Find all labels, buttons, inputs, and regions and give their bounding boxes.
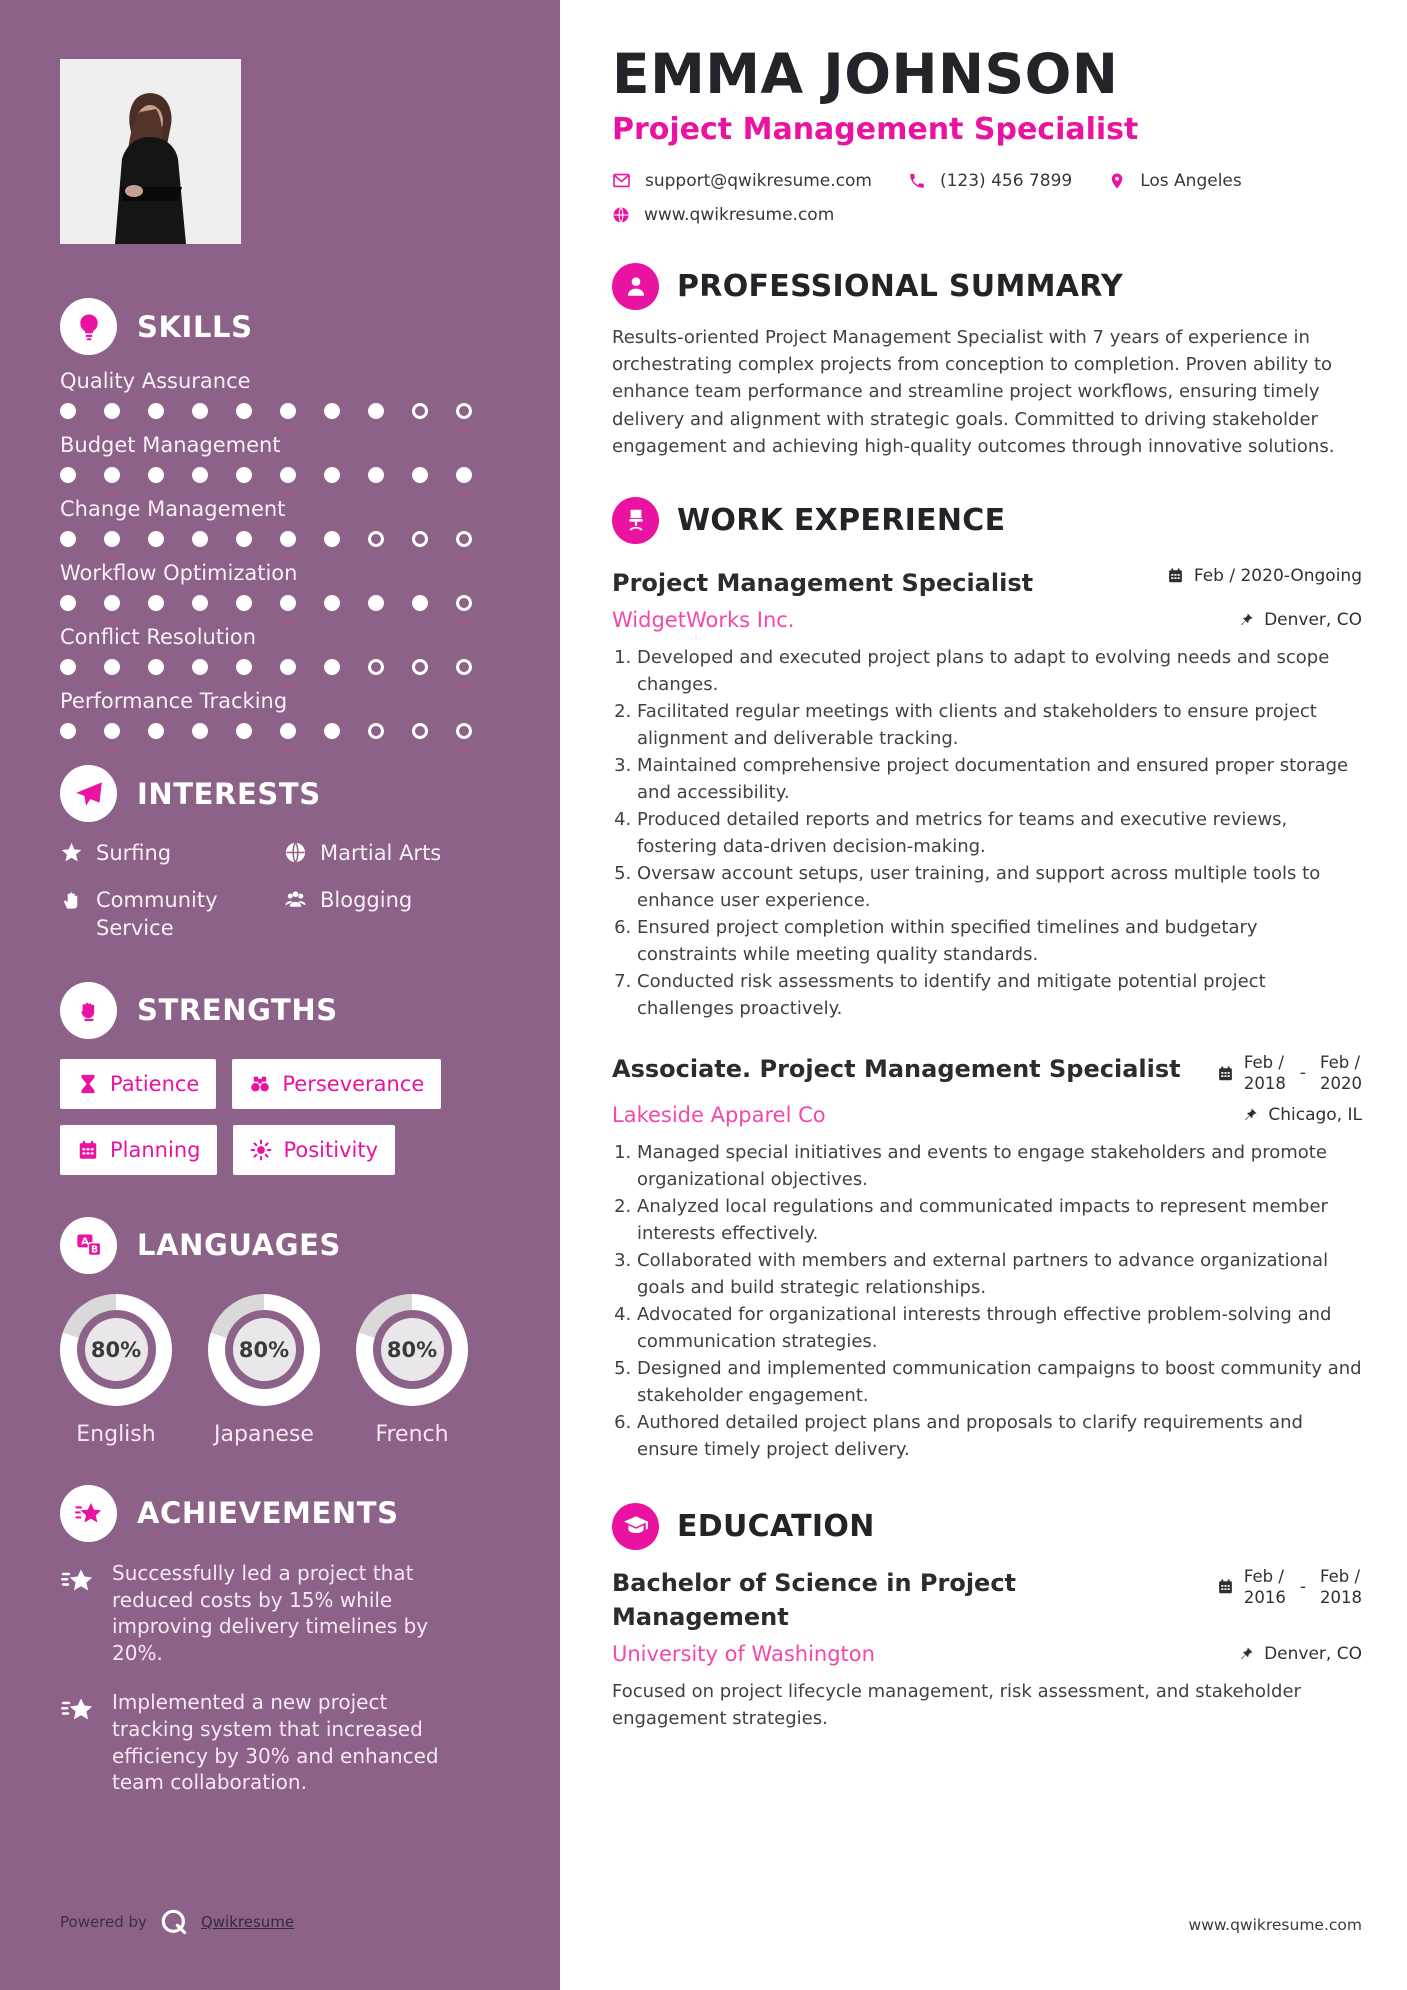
skill-name: Conflict Resolution bbox=[60, 625, 257, 649]
company-name: WidgetWorks Inc. bbox=[612, 607, 795, 632]
language-gauge bbox=[208, 1294, 320, 1406]
bullet-item: 6. Authored detailed project plans and proposals to clarify requirements and ensure timely project delivery. bbox=[637, 1409, 1362, 1463]
location-text: Denver, CO bbox=[1264, 1643, 1362, 1664]
skill-dot bbox=[324, 467, 340, 483]
achievement-item bbox=[60, 1689, 498, 1796]
qwikresume-logo-icon bbox=[158, 1906, 190, 1938]
skill-dot bbox=[368, 723, 384, 739]
language-item bbox=[60, 1294, 172, 1447]
paper-plane-icon bbox=[60, 765, 117, 822]
skill-dot bbox=[368, 467, 384, 483]
interest-label: Surfing bbox=[96, 841, 172, 865]
skill-rating bbox=[60, 531, 498, 547]
job-period bbox=[1217, 1052, 1362, 1095]
interest-label: Community Service bbox=[96, 888, 218, 940]
mail-icon bbox=[612, 171, 631, 190]
binoculars-icon bbox=[249, 1073, 271, 1095]
skill-name: Change Management bbox=[60, 497, 286, 521]
calendar-icon bbox=[77, 1139, 99, 1161]
period-separator: - bbox=[1299, 1576, 1306, 1597]
language-label: French bbox=[375, 1421, 449, 1447]
globe-icon bbox=[284, 841, 308, 871]
bullet-item: 5. Oversaw account setups, user training, and support across multiple tools to enhance user experience. bbox=[637, 860, 1362, 914]
skill-dot bbox=[280, 403, 296, 419]
hourglass-icon bbox=[77, 1073, 99, 1095]
skill-dot bbox=[104, 403, 120, 419]
interest-item bbox=[60, 887, 284, 942]
job-bullets bbox=[612, 1139, 1362, 1463]
skills-section bbox=[60, 298, 498, 739]
school-row bbox=[612, 1642, 1362, 1666]
bullet-item: 4. Advocated for organizational interests through effective problem-solving and communication strategies. bbox=[637, 1301, 1362, 1355]
achievements-list bbox=[60, 1560, 498, 1796]
job-location bbox=[1242, 1105, 1362, 1125]
skill-dot bbox=[192, 723, 208, 739]
skill-dot bbox=[236, 531, 252, 547]
skill-dot bbox=[412, 403, 428, 419]
skill-dot bbox=[236, 467, 252, 483]
degree-title: Bachelor of Science in Project Management bbox=[612, 1568, 1017, 1631]
skill-dot bbox=[324, 659, 340, 675]
gauge-gap bbox=[225, 1310, 304, 1389]
skill-dot bbox=[148, 403, 164, 419]
phone-icon bbox=[908, 172, 926, 190]
skill-dot bbox=[192, 595, 208, 611]
skill-name: Performance Tracking bbox=[60, 689, 288, 713]
interests-header bbox=[60, 765, 498, 822]
period-separator: - bbox=[1299, 1063, 1306, 1084]
calendar-icon bbox=[1217, 1578, 1234, 1595]
skill-dot bbox=[456, 403, 472, 419]
skill-item bbox=[60, 625, 498, 675]
website-item bbox=[612, 205, 834, 225]
location-item bbox=[1108, 171, 1242, 191]
strength-label: Planning bbox=[110, 1137, 201, 1162]
skill-dot bbox=[148, 595, 164, 611]
education-section bbox=[612, 1503, 1362, 1732]
skill-dot bbox=[60, 595, 76, 611]
skill-dot bbox=[60, 659, 76, 675]
achievements-header bbox=[60, 1485, 498, 1542]
phone-text: (123) 456 7899 bbox=[939, 170, 1073, 191]
main-content bbox=[560, 0, 1407, 1990]
email-item bbox=[612, 171, 872, 191]
bullet-item: 1. Managed special initiatives and events to engage stakeholders and promote organizational objectives. bbox=[637, 1139, 1362, 1193]
sun-icon bbox=[250, 1139, 272, 1161]
bullet-item: 3. Maintained comprehensive project documentation and ensured proper storage and accessibility. bbox=[637, 752, 1362, 806]
map-pin-icon bbox=[1108, 172, 1126, 190]
skills-heading: SKILLS bbox=[137, 309, 253, 344]
skills-header bbox=[60, 298, 498, 355]
job-entry bbox=[612, 566, 1362, 1022]
skill-dot bbox=[60, 403, 76, 419]
skill-dot bbox=[192, 531, 208, 547]
sidebar bbox=[0, 0, 560, 1990]
skill-dot bbox=[148, 467, 164, 483]
skill-item bbox=[60, 433, 498, 483]
contact-info bbox=[612, 171, 1362, 225]
skill-item bbox=[60, 369, 498, 419]
language-item bbox=[208, 1294, 320, 1447]
job-title: Project Management Specialist bbox=[612, 568, 1034, 597]
skill-item bbox=[60, 497, 498, 547]
period-end: Feb / 2020 bbox=[1320, 1052, 1362, 1094]
gauge-value bbox=[381, 1318, 444, 1381]
translate-icon bbox=[60, 1217, 117, 1274]
language-label: English bbox=[76, 1421, 156, 1447]
skill-dot bbox=[236, 659, 252, 675]
person-icon bbox=[612, 263, 659, 310]
percent-label: 80% bbox=[90, 1337, 142, 1362]
candidate-title: Project Management Specialist bbox=[612, 111, 1139, 147]
degree-header bbox=[612, 1566, 1362, 1634]
skill-dot bbox=[280, 659, 296, 675]
education-location bbox=[1238, 1644, 1362, 1664]
skill-dot bbox=[192, 659, 208, 675]
period-start: Feb / 2016 bbox=[1243, 1566, 1286, 1607]
skill-dot bbox=[456, 595, 472, 611]
company-row bbox=[612, 608, 1362, 632]
skills-list bbox=[60, 369, 498, 739]
skill-dot bbox=[412, 531, 428, 547]
strengths-list bbox=[60, 1059, 498, 1175]
strength-label: Positivity bbox=[283, 1137, 378, 1162]
fist-icon bbox=[60, 982, 117, 1039]
achievements-heading: ACHIEVEMENTS bbox=[137, 1496, 399, 1531]
interest-item bbox=[60, 840, 284, 871]
school-name: University of Washington bbox=[612, 1641, 875, 1666]
svg-text:A: A bbox=[80, 1236, 89, 1248]
job-header bbox=[612, 1052, 1362, 1095]
skill-dot bbox=[324, 595, 340, 611]
languages-list bbox=[60, 1294, 498, 1447]
bullet-item: 6. Ensured project completion within specified timelines and budgetary constraints while meeting quality standards. bbox=[637, 914, 1362, 968]
person-photo-silhouette bbox=[60, 59, 241, 244]
percent-label: 80% bbox=[238, 1337, 290, 1362]
skill-dot bbox=[104, 531, 120, 547]
education-header bbox=[612, 1503, 1362, 1550]
skill-dot bbox=[456, 467, 472, 483]
skill-dot bbox=[148, 723, 164, 739]
job-location bbox=[1238, 610, 1362, 630]
period-end: Feb / 2018 bbox=[1320, 1566, 1362, 1607]
footer-website: www.qwikresume.com bbox=[1188, 1916, 1362, 1934]
skill-dot bbox=[60, 531, 76, 547]
skill-rating bbox=[60, 595, 498, 611]
summary-section bbox=[612, 263, 1362, 461]
strength-item bbox=[60, 1059, 216, 1109]
languages-section bbox=[60, 1217, 498, 1447]
job-period bbox=[1167, 566, 1362, 586]
achievement-text: Implemented a new project tracking system that increased efficiency by 30% and enhanced team collaboration. bbox=[112, 1690, 439, 1795]
education-period bbox=[1217, 1566, 1362, 1609]
company-row bbox=[612, 1103, 1362, 1127]
summary-header bbox=[612, 263, 1362, 310]
skill-dot bbox=[280, 595, 296, 611]
contact-row bbox=[612, 205, 1362, 225]
work-header bbox=[612, 497, 1362, 544]
gauge-gap bbox=[77, 1310, 156, 1389]
lightbulb-icon bbox=[60, 298, 117, 355]
globe-icon bbox=[612, 206, 630, 224]
skill-name: Quality Assurance bbox=[60, 369, 251, 393]
education-description: Focused on project lifecycle management, risk assessment, and stakeholder engagement strategies. bbox=[612, 1680, 1301, 1729]
skill-dot bbox=[412, 659, 428, 675]
skill-dot bbox=[412, 467, 428, 483]
hand-icon bbox=[60, 888, 84, 918]
skill-name: Budget Management bbox=[60, 433, 281, 457]
education-heading: EDUCATION bbox=[677, 1508, 875, 1544]
gauge-value bbox=[233, 1318, 296, 1381]
skill-dot bbox=[368, 595, 384, 611]
skill-dot bbox=[368, 403, 384, 419]
skill-name: Workflow Optimization bbox=[60, 561, 298, 585]
job-header bbox=[612, 566, 1362, 600]
skill-dot bbox=[456, 723, 472, 739]
email-text: support@qwikresume.com bbox=[645, 170, 872, 191]
summary-heading: PROFESSIONAL SUMMARY bbox=[677, 268, 1124, 304]
strengths-heading: STRENGTHS bbox=[137, 993, 338, 1028]
skill-item bbox=[60, 561, 498, 611]
skill-dot bbox=[412, 595, 428, 611]
job-title: Associate. Project Management Specialist bbox=[612, 1054, 1181, 1083]
skill-dot bbox=[236, 723, 252, 739]
bullet-item: 4. Produced detailed reports and metrics for teams and executive reviews, fostering data-driven decision-making. bbox=[637, 806, 1362, 860]
bullet-item: 1. Developed and executed project plans to adapt to evolving needs and scope changes. bbox=[637, 644, 1362, 698]
graduation-cap-icon bbox=[612, 1503, 659, 1550]
achievement-item bbox=[60, 1560, 498, 1667]
work-heading: WORK EXPERIENCE bbox=[677, 502, 1006, 538]
skill-dot bbox=[324, 403, 340, 419]
interest-label: Martial Arts bbox=[320, 841, 442, 865]
bullet-item: 7. Conducted risk assessments to identify and mitigate potential project challenges proactively. bbox=[637, 968, 1362, 1022]
skill-item bbox=[60, 689, 498, 739]
interests-list bbox=[60, 840, 498, 942]
skill-dot bbox=[192, 403, 208, 419]
period-text: Feb / 2020-Ongoing bbox=[1193, 565, 1362, 586]
language-gauge bbox=[356, 1294, 468, 1406]
company-name: Lakeside Apparel Co bbox=[612, 1102, 826, 1127]
location-text: Chicago, IL bbox=[1268, 1104, 1362, 1125]
skill-dot bbox=[368, 531, 384, 547]
contact-row bbox=[612, 171, 1362, 191]
skill-dot bbox=[60, 467, 76, 483]
skill-dot bbox=[412, 723, 428, 739]
location-text: Los Angeles bbox=[1140, 170, 1242, 191]
website-text: www.qwikresume.com bbox=[644, 204, 835, 225]
job-bullets bbox=[612, 644, 1362, 1022]
skill-dot bbox=[236, 595, 252, 611]
languages-heading: LANGUAGES bbox=[137, 1228, 341, 1263]
skill-dot bbox=[324, 723, 340, 739]
qwikresume-link[interactable]: Qwikresume bbox=[200, 1913, 295, 1931]
skill-dot bbox=[280, 467, 296, 483]
pushpin-icon bbox=[1242, 1107, 1258, 1123]
gauge-value bbox=[85, 1318, 148, 1381]
skill-rating bbox=[60, 403, 498, 419]
shooting-star-icon bbox=[60, 1562, 100, 1667]
strength-label: Perseverance bbox=[282, 1071, 425, 1096]
calendar-icon bbox=[1167, 567, 1184, 584]
profile-photo bbox=[60, 59, 241, 244]
pushpin-icon bbox=[1238, 1646, 1254, 1662]
skill-rating bbox=[60, 467, 498, 483]
skill-dot bbox=[148, 531, 164, 547]
bullet-item: 3. Collaborated with members and external partners to advance organizational goals and build strategic relationships. bbox=[637, 1247, 1362, 1301]
strengths-section bbox=[60, 982, 498, 1175]
office-chair-icon bbox=[612, 497, 659, 544]
location-text: Denver, CO bbox=[1264, 609, 1362, 630]
skill-dot bbox=[236, 403, 252, 419]
bullet-item: 5. Designed and implemented communication campaigns to boost community and stakeholder engagement. bbox=[637, 1355, 1362, 1409]
skill-dot bbox=[456, 659, 472, 675]
svg-text:B: B bbox=[90, 1244, 98, 1256]
skill-rating bbox=[60, 659, 498, 675]
skill-dot bbox=[104, 723, 120, 739]
achievements-section bbox=[60, 1485, 498, 1796]
summary-text: Results-oriented Project Management Specialist with 7 years of experience in orchestrating complex projects from conception to completion. Proven ability to enhance team performance and streamline project workflows, ensuring timely delivery and alignment with strategic goals. Committed to driving stakeholder engagement and achieving high-quality outcomes through innovative solutions. bbox=[612, 326, 1335, 458]
skill-dot bbox=[60, 723, 76, 739]
skill-dot bbox=[104, 659, 120, 675]
languages-header bbox=[60, 1217, 498, 1274]
skill-dot bbox=[192, 467, 208, 483]
skill-dot bbox=[280, 531, 296, 547]
bullet-item: 2. Analyzed local regulations and communicated impacts to represent member interests effectively. bbox=[637, 1193, 1362, 1247]
skill-dot bbox=[368, 659, 384, 675]
star-icon bbox=[60, 841, 84, 871]
achievement-text: Successfully led a project that reduced costs by 15% while improving delivery timelines by 20%. bbox=[112, 1560, 429, 1666]
skill-dot bbox=[280, 723, 296, 739]
work-section bbox=[612, 497, 1362, 1463]
shooting-star-icon bbox=[60, 1691, 100, 1796]
percent-label: 80% bbox=[386, 1337, 438, 1362]
strength-item bbox=[233, 1125, 395, 1175]
strength-item bbox=[60, 1125, 217, 1175]
language-gauge bbox=[60, 1294, 172, 1406]
interest-label: Blogging bbox=[320, 888, 413, 913]
interest-item bbox=[284, 840, 498, 871]
candidate-name: EMMA JOHNSON bbox=[612, 42, 1119, 106]
calendar-icon bbox=[1217, 1065, 1234, 1082]
phone-item bbox=[908, 171, 1072, 191]
skill-dot bbox=[104, 467, 120, 483]
strength-item bbox=[232, 1059, 441, 1109]
interests-heading: INTERESTS bbox=[137, 776, 321, 811]
interests-section bbox=[60, 765, 498, 942]
bullet-item: 2. Facilitated regular meetings with clients and stakeholders to ensure project alignment and deliverable tracking. bbox=[637, 698, 1362, 752]
language-item bbox=[356, 1294, 468, 1447]
skill-dot bbox=[456, 531, 472, 547]
gauge-gap bbox=[373, 1310, 452, 1389]
users-icon bbox=[284, 888, 308, 918]
star-badge-icon bbox=[60, 1485, 117, 1542]
powered-by bbox=[60, 1906, 294, 1938]
skill-dot bbox=[148, 659, 164, 675]
period-start: Feb / 2018 bbox=[1243, 1052, 1286, 1094]
skill-dot bbox=[104, 595, 120, 611]
skill-rating bbox=[60, 723, 498, 739]
language-label: Japanese bbox=[214, 1421, 314, 1447]
interest-item bbox=[284, 887, 498, 942]
powered-by-label: Powered by bbox=[60, 1913, 147, 1931]
strengths-header bbox=[60, 982, 498, 1039]
pushpin-icon bbox=[1238, 612, 1254, 628]
job-entry bbox=[612, 1052, 1362, 1463]
strength-label: Patience bbox=[110, 1071, 200, 1096]
skill-dot bbox=[324, 531, 340, 547]
